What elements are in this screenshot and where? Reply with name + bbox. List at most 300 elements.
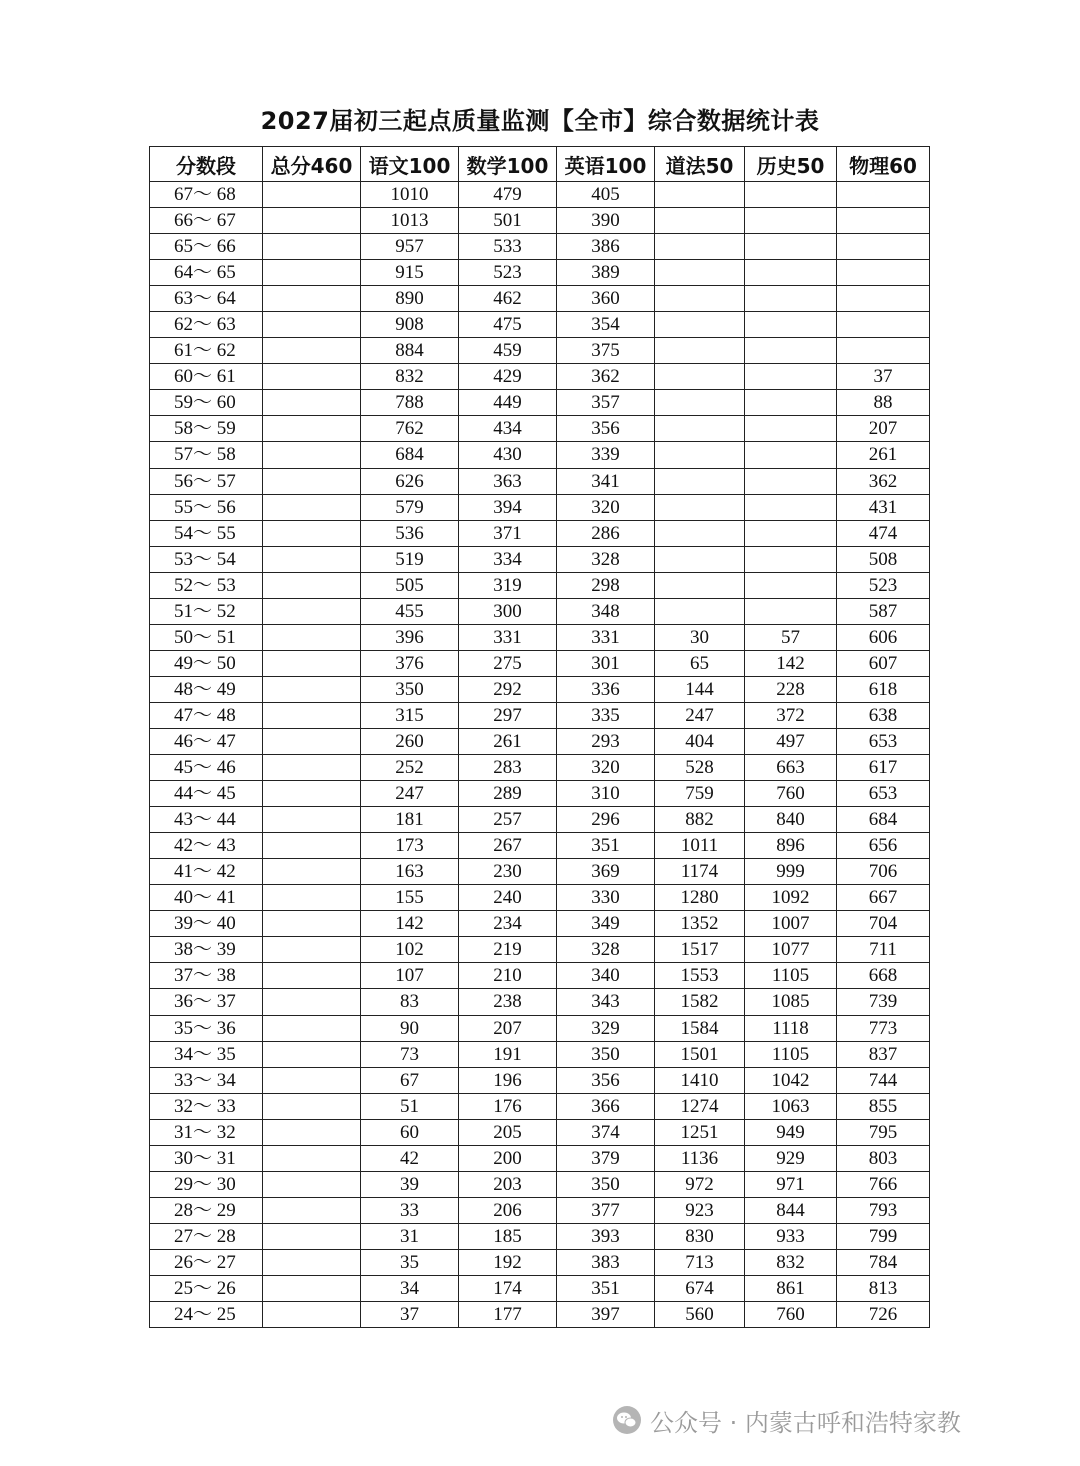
count-cell: 289 [459, 781, 557, 807]
count-cell: 362 [557, 364, 655, 390]
count-cell: 832 [361, 364, 459, 390]
count-cell: 1410 [655, 1067, 745, 1093]
table-row [150, 781, 930, 807]
count-cell: 832 [745, 1249, 837, 1275]
count-cell: 350 [557, 1171, 655, 1197]
count-cell: 1063 [745, 1093, 837, 1119]
count-cell: 300 [459, 598, 557, 624]
count-cell: 275 [459, 650, 557, 676]
count-cell [263, 1015, 361, 1041]
count-cell: 884 [361, 338, 459, 364]
table-row [150, 676, 930, 702]
count-cell: 33 [361, 1197, 459, 1223]
count-cell: 1501 [655, 1041, 745, 1067]
count-cell: 228 [745, 676, 837, 702]
score-range-cell: 35～ 36 [150, 1015, 263, 1041]
count-cell: 298 [557, 572, 655, 598]
count-cell [655, 572, 745, 598]
count-cell: 1118 [745, 1015, 837, 1041]
count-cell [263, 1197, 361, 1223]
count-cell [263, 182, 361, 208]
count-cell [263, 234, 361, 260]
count-cell: 957 [361, 234, 459, 260]
score-range-cell: 31～ 32 [150, 1119, 263, 1145]
score-range-cell: 52～ 53 [150, 572, 263, 598]
table-row [150, 963, 930, 989]
count-cell: 434 [459, 416, 557, 442]
table-row [150, 859, 930, 885]
count-cell [745, 182, 837, 208]
table-row [150, 1275, 930, 1301]
count-cell: 1553 [655, 963, 745, 989]
count-cell: 760 [745, 1302, 837, 1328]
count-cell: 479 [459, 182, 557, 208]
count-cell: 257 [459, 807, 557, 833]
table-row [150, 598, 930, 624]
count-cell [263, 989, 361, 1015]
count-cell: 915 [361, 260, 459, 286]
count-cell: 429 [459, 364, 557, 390]
count-cell [263, 937, 361, 963]
count-cell: 684 [361, 442, 459, 468]
count-cell [263, 1223, 361, 1249]
count-cell: 1136 [655, 1145, 745, 1171]
count-cell: 350 [361, 676, 459, 702]
count-cell: 210 [459, 963, 557, 989]
count-cell: 329 [557, 1015, 655, 1041]
count-cell [263, 650, 361, 676]
count-cell [655, 182, 745, 208]
score-range-cell: 45～ 46 [150, 755, 263, 781]
count-cell: 177 [459, 1302, 557, 1328]
count-cell [745, 234, 837, 260]
table-row [150, 468, 930, 494]
count-cell: 67 [361, 1067, 459, 1093]
count-cell [263, 546, 361, 572]
count-cell: 389 [557, 260, 655, 286]
count-cell: 475 [459, 312, 557, 338]
table-row [150, 182, 930, 208]
count-cell: 191 [459, 1041, 557, 1067]
count-cell: 315 [361, 702, 459, 728]
count-cell [655, 260, 745, 286]
count-cell: 431 [837, 494, 930, 520]
count-cell: 173 [361, 833, 459, 859]
count-cell: 155 [361, 885, 459, 911]
count-cell: 474 [837, 520, 930, 546]
count-cell: 393 [557, 1223, 655, 1249]
count-cell: 1584 [655, 1015, 745, 1041]
count-cell: 102 [361, 937, 459, 963]
count-cell: 1042 [745, 1067, 837, 1093]
count-cell: 203 [459, 1171, 557, 1197]
count-cell: 174 [459, 1275, 557, 1301]
count-cell: 908 [361, 312, 459, 338]
count-cell: 523 [837, 572, 930, 598]
count-cell [263, 416, 361, 442]
count-cell: 37 [361, 1302, 459, 1328]
score-range-cell: 60～ 61 [150, 364, 263, 390]
table-row [150, 1171, 930, 1197]
count-cell: 286 [557, 520, 655, 546]
count-cell [655, 546, 745, 572]
score-range-cell: 49～ 50 [150, 650, 263, 676]
count-cell [745, 598, 837, 624]
score-range-cell: 64～ 65 [150, 260, 263, 286]
header-history: 历史50 [745, 147, 837, 182]
count-cell [263, 755, 361, 781]
table-row [150, 1093, 930, 1119]
count-cell: 726 [837, 1302, 930, 1328]
count-cell: 351 [557, 833, 655, 859]
count-cell: 762 [361, 416, 459, 442]
count-cell: 348 [557, 598, 655, 624]
count-cell [837, 286, 930, 312]
count-cell: 376 [361, 650, 459, 676]
count-cell: 890 [361, 286, 459, 312]
count-cell: 744 [837, 1067, 930, 1093]
count-cell [263, 702, 361, 728]
count-cell: 1105 [745, 963, 837, 989]
count-cell: 343 [557, 989, 655, 1015]
count-cell [745, 546, 837, 572]
count-cell: 334 [459, 546, 557, 572]
header-physics: 物理60 [837, 147, 930, 182]
table-row [150, 520, 930, 546]
count-cell [837, 260, 930, 286]
count-cell: 626 [361, 468, 459, 494]
score-range-cell: 36～ 37 [150, 989, 263, 1015]
table-row [150, 989, 930, 1015]
table-row [150, 1302, 930, 1328]
count-cell: 363 [459, 468, 557, 494]
count-cell [263, 1275, 361, 1301]
count-cell: 339 [557, 442, 655, 468]
count-cell: 455 [361, 598, 459, 624]
count-cell: 30 [655, 624, 745, 650]
count-cell: 949 [745, 1119, 837, 1145]
count-cell: 320 [557, 755, 655, 781]
count-cell [745, 260, 837, 286]
score-range-cell: 33～ 34 [150, 1067, 263, 1093]
count-cell: 356 [557, 1067, 655, 1093]
count-cell [263, 859, 361, 885]
count-cell: 340 [557, 963, 655, 989]
table-row [150, 208, 930, 234]
count-cell: 310 [557, 781, 655, 807]
score-range-cell: 55～ 56 [150, 494, 263, 520]
count-cell [263, 833, 361, 859]
count-cell: 405 [557, 182, 655, 208]
count-cell [655, 312, 745, 338]
count-cell: 252 [361, 755, 459, 781]
score-range-cell: 56～ 57 [150, 468, 263, 494]
score-range-cell: 48～ 49 [150, 676, 263, 702]
table-row [150, 546, 930, 572]
table-row [150, 702, 930, 728]
count-cell: 297 [459, 702, 557, 728]
header-math: 数学100 [459, 147, 557, 182]
count-cell: 107 [361, 963, 459, 989]
count-cell: 971 [745, 1171, 837, 1197]
count-cell: 830 [655, 1223, 745, 1249]
count-cell: 240 [459, 885, 557, 911]
table-row [150, 728, 930, 754]
count-cell [837, 312, 930, 338]
count-cell: 618 [837, 676, 930, 702]
count-cell [745, 286, 837, 312]
watermark [612, 1402, 1052, 1438]
table-row [150, 885, 930, 911]
count-cell: 999 [745, 859, 837, 885]
score-range-cell: 58～ 59 [150, 416, 263, 442]
count-cell: 301 [557, 650, 655, 676]
table-row [150, 390, 930, 416]
count-cell [655, 468, 745, 494]
table-row [150, 1145, 930, 1171]
score-range-cell: 37～ 38 [150, 963, 263, 989]
count-cell: 523 [459, 260, 557, 286]
count-cell [745, 572, 837, 598]
count-cell: 247 [361, 781, 459, 807]
score-range-cell: 26～ 27 [150, 1249, 263, 1275]
count-cell: 261 [459, 728, 557, 754]
count-cell: 42 [361, 1145, 459, 1171]
count-cell [655, 234, 745, 260]
count-cell: 383 [557, 1249, 655, 1275]
table-row [150, 755, 930, 781]
count-cell: 247 [655, 702, 745, 728]
count-cell: 1274 [655, 1093, 745, 1119]
score-range-cell: 46～ 47 [150, 728, 263, 754]
header-score-range: 分数段 [150, 147, 263, 182]
count-cell: 374 [557, 1119, 655, 1145]
score-range-cell: 44～ 45 [150, 781, 263, 807]
count-cell: 706 [837, 859, 930, 885]
count-cell: 674 [655, 1275, 745, 1301]
score-range-cell: 62～ 63 [150, 312, 263, 338]
count-cell: 379 [557, 1145, 655, 1171]
table-row [150, 807, 930, 833]
count-cell: 163 [361, 859, 459, 885]
count-cell [263, 1145, 361, 1171]
table-row [150, 833, 930, 859]
count-cell [263, 911, 361, 937]
count-cell [837, 208, 930, 234]
count-cell [263, 260, 361, 286]
count-cell: 739 [837, 989, 930, 1015]
count-cell: 663 [745, 755, 837, 781]
count-cell [655, 390, 745, 416]
count-cell: 144 [655, 676, 745, 702]
score-range-cell: 61～ 62 [150, 338, 263, 364]
score-range-cell: 30～ 31 [150, 1145, 263, 1171]
count-cell: 34 [361, 1275, 459, 1301]
count-cell [745, 208, 837, 234]
score-range-cell: 34～ 35 [150, 1041, 263, 1067]
count-cell: 1077 [745, 937, 837, 963]
table-row [150, 1197, 930, 1223]
count-cell: 560 [655, 1302, 745, 1328]
table-row [150, 1223, 930, 1249]
count-cell: 1352 [655, 911, 745, 937]
count-cell: 206 [459, 1197, 557, 1223]
count-cell: 587 [837, 598, 930, 624]
count-cell: 855 [837, 1093, 930, 1119]
count-cell [655, 286, 745, 312]
count-cell [655, 338, 745, 364]
count-cell [263, 312, 361, 338]
count-cell [263, 286, 361, 312]
count-cell: 793 [837, 1197, 930, 1223]
count-cell: 528 [655, 755, 745, 781]
count-cell: 972 [655, 1171, 745, 1197]
count-cell: 1085 [745, 989, 837, 1015]
watermark-text: 公众号 · 内蒙古呼和浩特家教 [650, 1408, 961, 1437]
count-cell: 260 [361, 728, 459, 754]
count-cell: 533 [459, 234, 557, 260]
count-cell [655, 598, 745, 624]
count-cell: 267 [459, 833, 557, 859]
count-cell [263, 1093, 361, 1119]
header-chinese: 语文100 [361, 147, 459, 182]
table-row [150, 364, 930, 390]
table-row [150, 937, 930, 963]
count-cell [263, 338, 361, 364]
count-cell: 396 [361, 624, 459, 650]
count-cell [263, 598, 361, 624]
count-cell: 773 [837, 1015, 930, 1041]
table-row [150, 312, 930, 338]
score-range-cell: 42～ 43 [150, 833, 263, 859]
score-range-cell: 59～ 60 [150, 390, 263, 416]
count-cell [263, 885, 361, 911]
count-cell: 377 [557, 1197, 655, 1223]
count-cell: 350 [557, 1041, 655, 1067]
table-row [150, 1067, 930, 1093]
count-cell: 351 [557, 1275, 655, 1301]
score-range-cell: 67～ 68 [150, 182, 263, 208]
count-cell: 335 [557, 702, 655, 728]
count-cell: 331 [557, 624, 655, 650]
count-cell [263, 468, 361, 494]
score-range-cell: 57～ 58 [150, 442, 263, 468]
count-cell: 31 [361, 1223, 459, 1249]
count-cell: 320 [557, 494, 655, 520]
count-cell: 766 [837, 1171, 930, 1197]
count-cell: 795 [837, 1119, 930, 1145]
count-cell [263, 676, 361, 702]
count-cell: 192 [459, 1249, 557, 1275]
count-cell: 357 [557, 390, 655, 416]
count-cell [655, 416, 745, 442]
count-cell [655, 208, 745, 234]
count-cell: 375 [557, 338, 655, 364]
score-range-cell: 38～ 39 [150, 937, 263, 963]
count-cell: 430 [459, 442, 557, 468]
count-cell: 51 [361, 1093, 459, 1119]
count-cell: 37 [837, 364, 930, 390]
count-cell: 362 [837, 468, 930, 494]
table-row [150, 260, 930, 286]
count-cell [263, 807, 361, 833]
count-cell: 788 [361, 390, 459, 416]
count-cell: 73 [361, 1041, 459, 1067]
score-range-cell: 41～ 42 [150, 859, 263, 885]
count-cell [837, 338, 930, 364]
count-cell: 354 [557, 312, 655, 338]
count-cell: 929 [745, 1145, 837, 1171]
count-cell: 459 [459, 338, 557, 364]
document-title: 2027届初三起点质量监测【全市】综合数据统计表 [260, 107, 820, 135]
count-cell: 519 [361, 546, 459, 572]
count-cell: 39 [361, 1171, 459, 1197]
count-cell [263, 728, 361, 754]
count-cell: 90 [361, 1015, 459, 1041]
count-cell: 390 [557, 208, 655, 234]
count-cell: 462 [459, 286, 557, 312]
count-cell: 371 [459, 520, 557, 546]
count-cell: 296 [557, 807, 655, 833]
count-cell: 219 [459, 937, 557, 963]
score-range-cell: 27～ 28 [150, 1223, 263, 1249]
count-cell [745, 312, 837, 338]
count-cell [263, 494, 361, 520]
count-cell [655, 442, 745, 468]
count-cell [837, 182, 930, 208]
count-cell: 176 [459, 1093, 557, 1119]
score-range-cell: 29～ 30 [150, 1171, 263, 1197]
count-cell [263, 1249, 361, 1275]
score-range-cell: 28～ 29 [150, 1197, 263, 1223]
count-cell [263, 624, 361, 650]
count-cell: 35 [361, 1249, 459, 1275]
count-cell: 238 [459, 989, 557, 1015]
count-cell: 704 [837, 911, 930, 937]
score-range-cell: 65～ 66 [150, 234, 263, 260]
header-total: 总分460 [263, 147, 361, 182]
table-row [150, 286, 930, 312]
count-cell: 508 [837, 546, 930, 572]
count-cell: 896 [745, 833, 837, 859]
count-cell: 394 [459, 494, 557, 520]
count-cell [263, 1041, 361, 1067]
count-cell: 861 [745, 1275, 837, 1301]
count-cell [745, 416, 837, 442]
count-cell: 230 [459, 859, 557, 885]
count-cell: 386 [557, 234, 655, 260]
count-cell: 1517 [655, 937, 745, 963]
table-header-row [150, 147, 930, 182]
count-cell: 505 [361, 572, 459, 598]
count-cell [655, 364, 745, 390]
count-cell: 328 [557, 937, 655, 963]
count-cell [655, 520, 745, 546]
count-cell [655, 494, 745, 520]
count-cell: 293 [557, 728, 655, 754]
count-cell: 497 [745, 728, 837, 754]
count-cell: 653 [837, 728, 930, 754]
count-cell: 200 [459, 1145, 557, 1171]
count-cell: 366 [557, 1093, 655, 1119]
count-cell: 1582 [655, 989, 745, 1015]
count-cell: 330 [557, 885, 655, 911]
count-cell [745, 364, 837, 390]
count-cell: 684 [837, 807, 930, 833]
count-cell [263, 572, 361, 598]
count-cell: 88 [837, 390, 930, 416]
table-row [150, 624, 930, 650]
